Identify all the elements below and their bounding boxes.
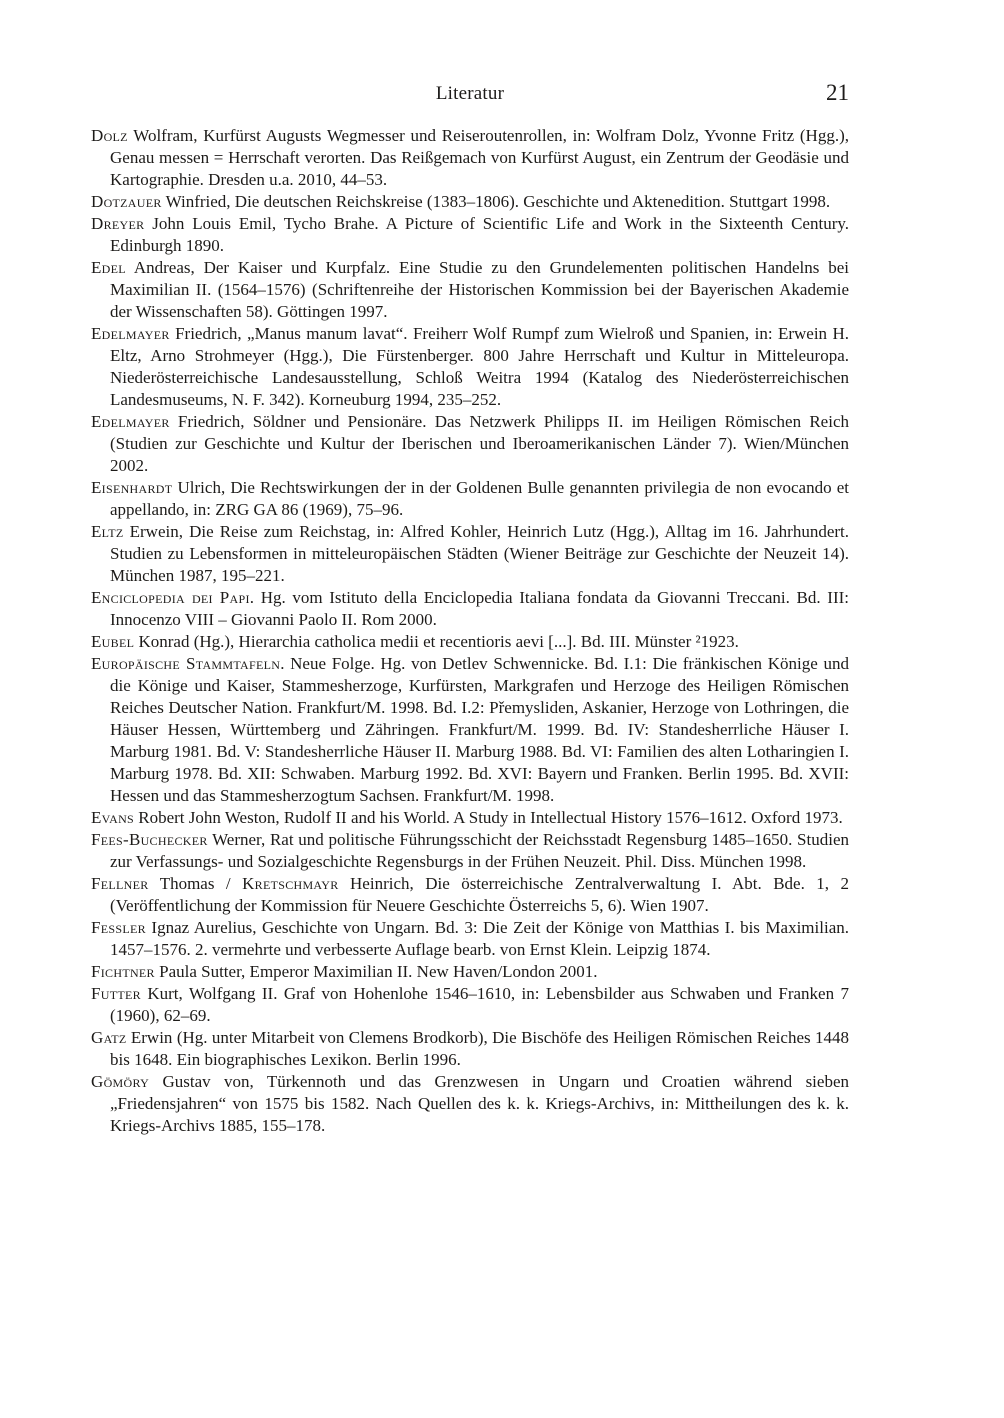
bibliography-entry (91, 521, 849, 587)
entry-text: Kurt, Wolfgang II. Graf von Hohenlohe 1546–1610, in: Lebensbilder aus Schwaben und Franken 7 (1960), 62–69. (110, 984, 849, 1025)
author-name: Eubel (91, 632, 135, 651)
bibliography-entry (91, 411, 849, 477)
bibliography-entry (91, 983, 849, 1027)
bibliography-entry (91, 587, 849, 631)
bibliography-entry (91, 631, 849, 653)
author-name: Enciclopedia dei Papi (91, 588, 250, 607)
author-name: Dreyer (91, 214, 145, 233)
entry-text: Ignaz Aurelius, Geschichte von Ungarn. Bd. 3: Die Zeit der Könige von Matthias I. bis Maximilian. 1457–1576. 2. vermehrte und verbesserte Auflage bearb. von Ernst Klein. Leipzig 1874. (110, 918, 849, 959)
entry-text: Heinrich, Die österreichische Zentralverwaltung I. Abt. Bde. 1, 2 (Veröffentlichung der Kommission für Neuere Geschichte Österreichs 5, 6). Wien 1907. (110, 874, 849, 915)
author-name: Edelmayer (91, 324, 170, 343)
bibliography-entry (91, 807, 849, 829)
entry-text: Paula Sutter, Emperor Maximilian II. New Haven/London 2001. (154, 962, 598, 981)
bibliography-entry (91, 1027, 849, 1071)
running-title: Literatur (435, 83, 505, 104)
bibliography-entry (91, 125, 849, 191)
author-name: Kretschmayr (242, 874, 339, 893)
author-name: Eltz (91, 522, 124, 541)
entry-text: Friedrich, Söldner und Pensionäre. Das Netzwerk Philipps II. im Heiligen Römischen Reich (Studien zur Geschichte und Kultur der Iberischen und Iberoamerikanischen Länder 7). Wien/München 2002. (110, 412, 849, 475)
bibliography-entry (91, 213, 849, 257)
entry-text: John Louis Emil, Tycho Brahe. A Picture of Scientific Life and Work in the Sixteenth Century. Edinburgh 1890. (110, 214, 849, 255)
author-name: Eisenhardt (91, 478, 173, 497)
author-name: Europäische Stammtafeln (91, 654, 281, 673)
author-name: Gömöry (91, 1072, 150, 1091)
entry-text: Friedrich, „Manus manum lavat“. Freiherr Wolf Rumpf zum Wielroß und Spanien, in: Erwein H. Eltz, Arno Strohmeyer (Hgg.), Die Fürstenberger. 800 Jahre Herrschaft und Kultur in Mitteleuropa. Niederösterreichische Landesausstellung, Schloß Weitra 1994 (Katalog des Niederösterreichischen Landesmuseums, N. F. 342). Korneuburg 1994, 235–252. (110, 324, 849, 409)
bibliography-entry (91, 191, 849, 213)
bibliography-entry (91, 961, 849, 983)
entry-text: Ulrich, Die Rechtswirkungen der in der Goldenen Bulle genannten privilegia de non evocando et appellando, in: ZRG GA 86 (1969), 75–96. (110, 478, 849, 519)
author-name: Fichtner (91, 962, 155, 981)
page-number: 21 (826, 80, 849, 105)
entry-text: . Neue Folge. Hg. von Detlev Schwennicke. Bd. I.1: Die fränkischen Könige und die Könige und Kaiser, Stammesherzoge, Kurfürsten, Markgrafen und Herzoge des Heiligen Römischen Reiches Deutscher Nation. Frankfurt/M. 1998. Bd. I.2: Přemysliden, Askanier, Herzoge von Lothringen, die Häuser Hessen, Württemberg und Zähringen. Frankfurt/M. 1999. Bd. IV: Standesherrliche Häuser I. Marburg 1981. Bd. V: Standesherrliche Häuser II. Marburg 1988. Bd. VI: Familien des alten Lotharingien I. Marburg 1978. Bd. XII: Schwaben. Marburg 1992. Bd. XVI: Bayern und Franken. Berlin 1995. Bd. XVII: Hessen und das Stammesherzogtum Sachsen. Frankfurt/M. 1998. (110, 654, 849, 805)
bibliography-entry (91, 477, 849, 521)
bibliography-entry (91, 1071, 849, 1137)
entry-text: Wolfram, Kurfürst Augusts Wegmesser und Reiseroutenrollen, in: Wolfram Dolz, Yvonne Fritz (Hgg.), Genau messen = Herrschaft verorten. Das Reißgemach von Kurfürst August, ein Zentrum der Geodäsie und Kartographie. Dresden u.a. 2010, 44–53. (110, 126, 849, 189)
author-name: Futter (91, 984, 141, 1003)
entry-text: Winfried, Die deutschen Reichskreise (1383–1806). Geschichte und Aktenedition. Stuttgart 1998. (161, 192, 831, 211)
entry-text: Erwein, Die Reise zum Reichstag, in: Alfred Kohler, Heinrich Lutz (Hgg.), Alltag im 16. Jahrhundert. Studien zu Lebensformen in mitteleuropäischen Städten (Wiener Beiträge zur Geschichte der Neuzeit 14). München 1987, 195–221. (110, 522, 849, 585)
bibliography-entry (91, 653, 849, 807)
entry-text: Thomas / (148, 874, 243, 893)
entry-text: Erwin (Hg. unter Mitarbeit von Clemens Brodkorb), Die Bischöfe des Heiligen Römischen Reiches 1448 bis 1648. Ein biographisches Lexikon. Berlin 1996. (110, 1028, 849, 1069)
bibliography-entry (91, 829, 849, 873)
author-name: Edel (91, 258, 126, 277)
entry-text: Robert John Weston, Rudolf II and his World. A Study in Intellectual History 1576–1612. Oxford 1973. (134, 808, 843, 827)
author-name: Edelmayer (91, 412, 170, 431)
bibliography-list (91, 125, 849, 1137)
entry-text: Gustav von, Türkennoth und das Grenzwesen in Ungarn und Croatien während sieben „Friedensjahren“ von 1575 bis 1582. Nach Quellen des k. k. Kriegs-Archivs, in: Mittheilungen des k. k. Kriegs-Archivs 1885, 155–178. (110, 1072, 849, 1135)
author-name: Fessler (91, 918, 146, 937)
entry-text: Werner, Rat und politische Führungsschicht der Reichsstadt Regensburg 1485–1650. Studien zur Verfassungs- und Sozialgeschichte Regensburgs in der Frühen Neuzeit. Phil. Diss. München 1998. (110, 830, 849, 871)
entry-text: Konrad (Hg.), Hierarchia catholica medii et recentioris aevi [...]. Bd. III. Münster ²1923. (134, 632, 739, 651)
entry-text: Andreas, Der Kaiser und Kurpfalz. Eine Studie zu den Grundelementen politischen Handelns bei Maximilian II. (1564–1576) (Schriftenreihe der Historischen Kommission bei der Bayerischen Akademie der Wissenschaften 58). Göttingen 1997. (110, 258, 849, 321)
entry-text: . Hg. vom Istituto della Enciclopedia Italiana fondata da Giovanni Treccani. Bd. III: Innocenzo VIII – Giovanni Paolo II. Rom 2000. (110, 588, 850, 629)
bibliography-entry (91, 323, 849, 411)
author-name: Dolz (91, 126, 128, 145)
author-name: Fellner (91, 874, 149, 893)
bibliography-entry (91, 257, 849, 323)
bibliography-entry (91, 917, 849, 961)
page-header (91, 80, 849, 108)
author-name: Gatz (91, 1028, 127, 1047)
bibliography-entry (91, 873, 849, 917)
author-name: Fees-Buchecker (91, 830, 208, 849)
author-name: Evans (91, 808, 135, 827)
author-name: Dotzauer (91, 192, 162, 211)
